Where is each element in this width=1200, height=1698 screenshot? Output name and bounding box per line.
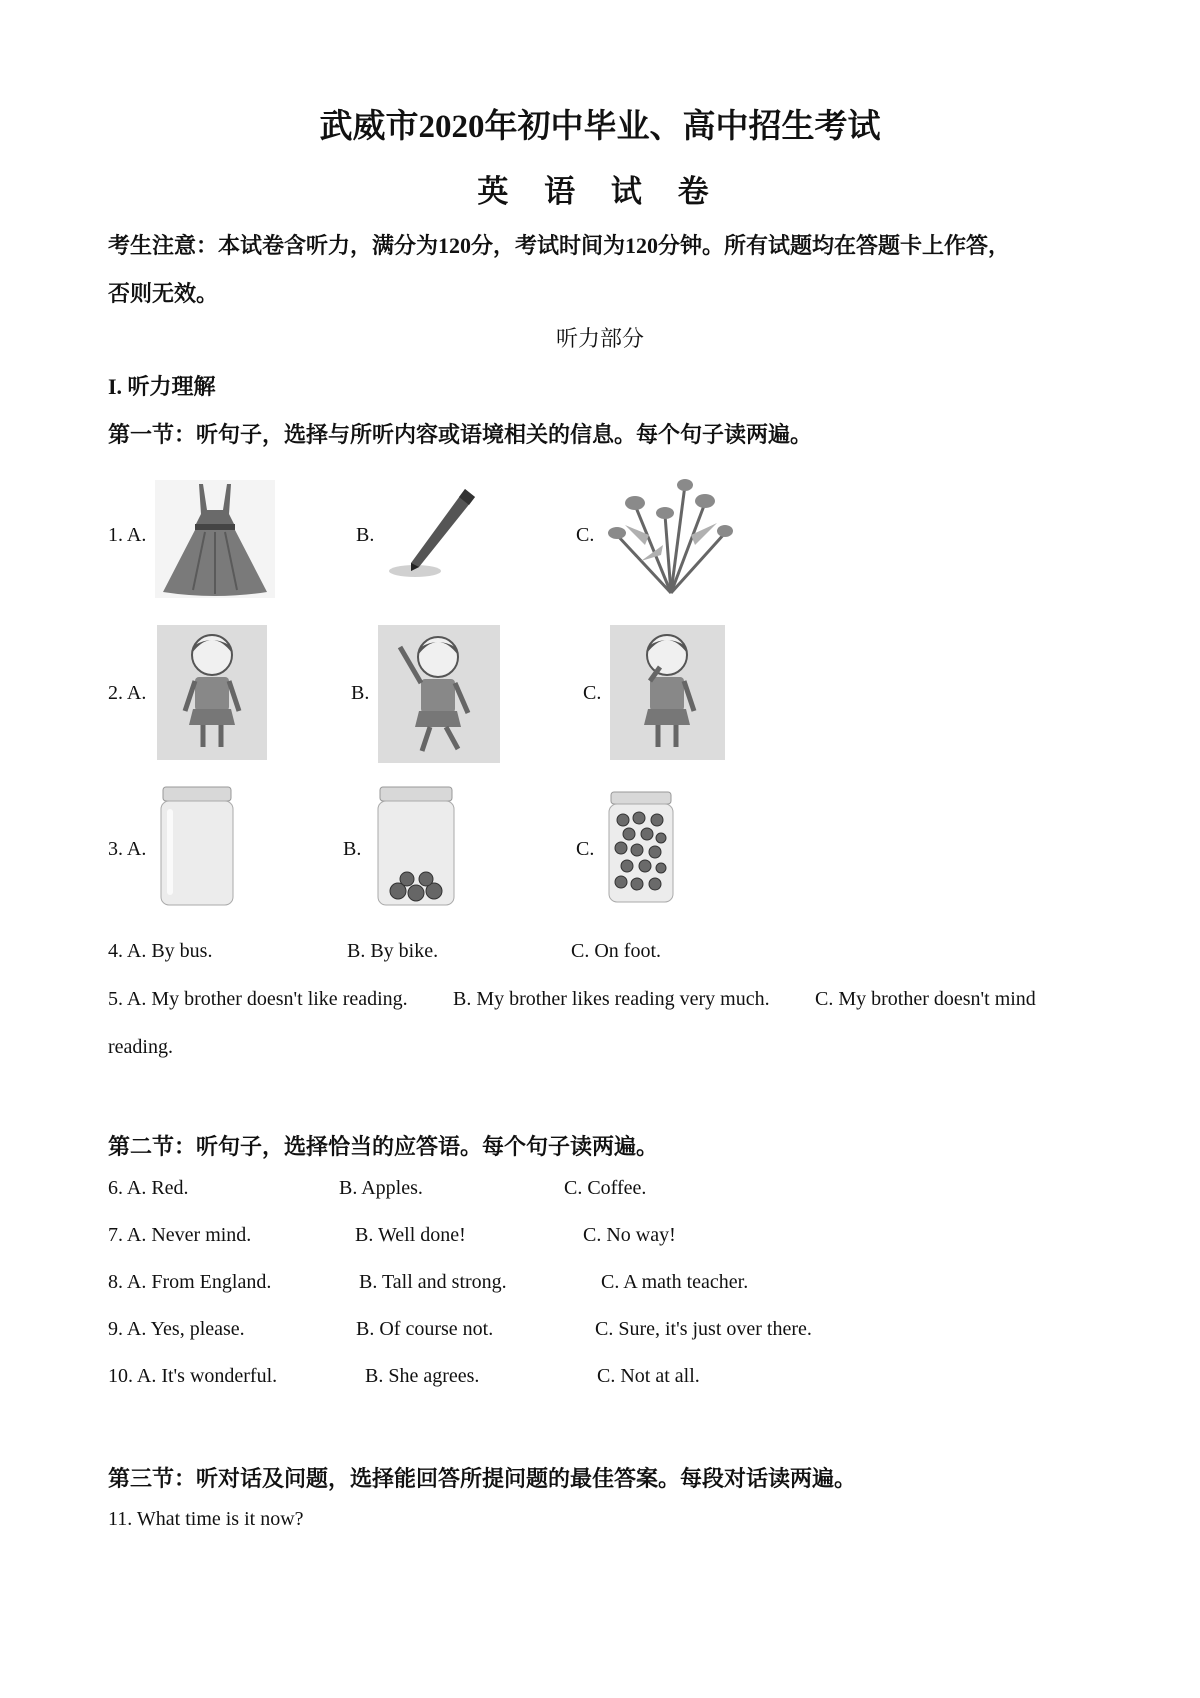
q4-option-a: 4. A. By bus.	[108, 940, 213, 962]
q7-option-a: 7. A. Never mind.	[108, 1224, 252, 1246]
q6-option-c: C. Coffee.	[564, 1177, 647, 1199]
q4-option-c: C. On foot.	[571, 940, 661, 962]
q4-option-b: B. By bike.	[347, 940, 439, 962]
q5-option-b: B. My brother likes reading very much.	[453, 988, 770, 1010]
q9-option-a: 9. A. Yes, please.	[108, 1318, 245, 1340]
q3-option-c: C.	[576, 838, 595, 860]
q5-option-c: C. My brother doesn't mind	[815, 988, 1036, 1010]
q3-option-a: 3. A.	[108, 838, 147, 860]
q1-option-a: 1. A.	[108, 524, 147, 546]
pen-image	[385, 485, 485, 585]
q10-option-c: C. Not at all.	[597, 1365, 700, 1387]
notice-line-2: 否则无效。	[108, 281, 219, 306]
part-title: I. 听力理解	[108, 374, 216, 399]
q8-option-b: B. Tall and strong.	[359, 1271, 507, 1293]
q3-option-b: B.	[343, 838, 362, 860]
q5-option-a: 5. A. My brother doesn't like reading.	[108, 988, 408, 1010]
q8-option-a: 8. A. From England.	[108, 1271, 272, 1293]
q1-option-c: C.	[576, 524, 595, 546]
listening-section-label: 听力部分	[555, 326, 644, 351]
q9-option-c: C. Sure, it's just over there.	[595, 1318, 812, 1340]
section2-title: 第二节：听句子，选择恰当的应答语。每个句子读两遍。	[108, 1134, 659, 1159]
dress-image	[155, 480, 275, 598]
section3-title: 第三节：听对话及问题，选择能回答所提问题的最佳答案。每段对话读两遍。	[108, 1466, 857, 1491]
q2-option-b: B.	[351, 682, 370, 704]
notice-line-1: 考生注意：本试卷含听力，满分为120分，考试时间为120分钟。所有试题均在答题卡上作答，	[108, 233, 1011, 258]
q1-option-b: B.	[356, 524, 375, 546]
q11-question: 11. What time is it now?	[108, 1508, 304, 1530]
jar-few-candies-image	[372, 785, 460, 910]
q9-option-b: B. Of course not.	[356, 1318, 494, 1340]
exam-notice	[108, 222, 1108, 318]
flowers-image	[605, 475, 735, 595]
empty-jar-image	[157, 785, 237, 910]
q10-option-b: B. She agrees.	[365, 1365, 480, 1387]
q10-option-a: 10. A. It's wonderful.	[108, 1365, 278, 1387]
q6-option-b: B. Apples.	[339, 1177, 423, 1199]
q5-option-c-continued: reading.	[108, 1036, 173, 1058]
exam-subtitle: 英 语 试 卷	[477, 174, 723, 209]
q7-option-b: B. Well done!	[355, 1224, 466, 1246]
q8-option-c: C. A math teacher.	[601, 1271, 749, 1293]
section1-title: 第一节：听句子，选择与所听内容或语境相关的信息。每个句子读两遍。	[108, 422, 813, 447]
q2-option-c: C.	[583, 682, 602, 704]
q2-option-a: 2. A.	[108, 682, 147, 704]
exam-title: 武威市2020年初中毕业、高中招生考试	[319, 109, 881, 145]
girl-waving-image	[378, 625, 500, 763]
q6-option-a: 6. A. Red.	[108, 1177, 189, 1199]
jar-full-candies-image	[605, 790, 677, 905]
q7-option-c: C. No way!	[583, 1224, 676, 1246]
girl-sad-image	[610, 625, 725, 760]
girl-standing-image	[157, 625, 267, 760]
